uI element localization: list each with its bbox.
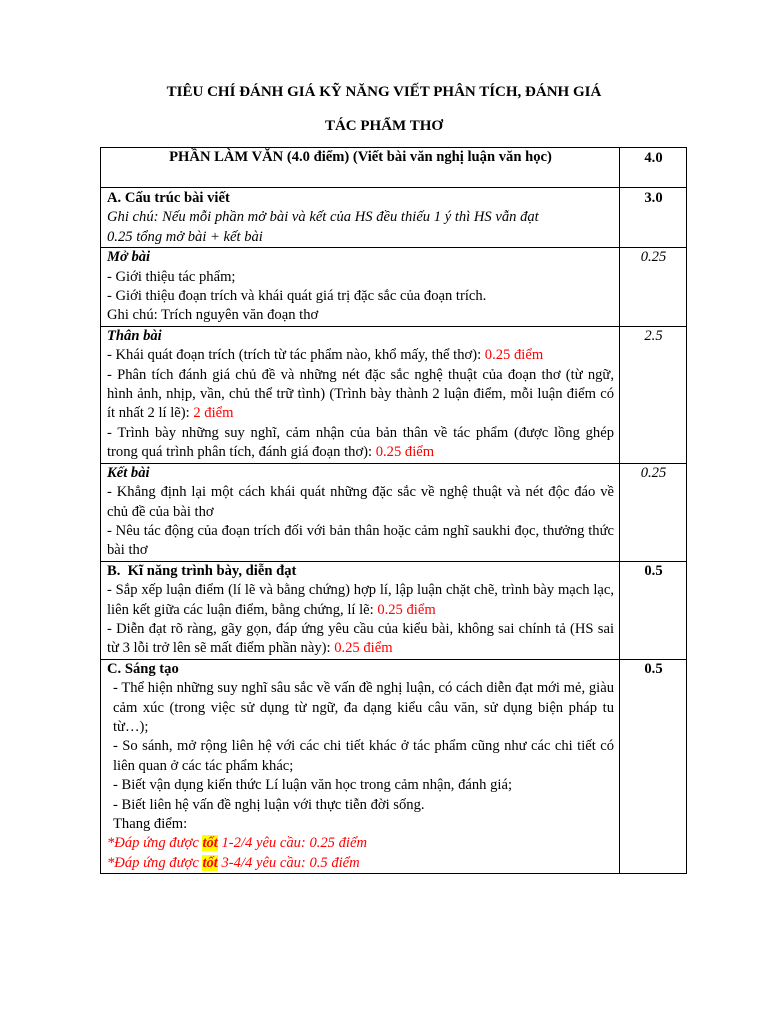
mo-bai-cell (101, 248, 620, 327)
mo-bai-title: Mở bài (107, 249, 151, 266)
section-c-item-3: - Biết vận dụng kiến thức Lí luận văn học trong cảm nhận, đánh giá; (113, 777, 512, 794)
mo-bai-item-2: - Giới thiệu đoạn trích và khái quát giá trị đặc sắc của đoạn trích. (107, 288, 487, 305)
section-c-score: 0.5 (620, 659, 687, 873)
section-b-score: 0.5 (620, 561, 687, 659)
than-bai-title: Thân bài (107, 327, 162, 344)
section-c-scale-1-prefix: *Đáp ứng được (107, 835, 203, 852)
rubric-table (100, 147, 687, 874)
than-bai-cell (101, 326, 620, 463)
ket-bai-row (101, 463, 687, 561)
section-b-item-1-text: - Sắp xếp luận điểm (lí lẽ và bằng chứng) hợp lí, lập luận chặt chẽ, trình bày mạch lạc, liên kết giữa các luận điểm, bằng chứng, lí lẽ: (107, 582, 614, 618)
ket-bai-cell (101, 463, 620, 561)
section-b-item-2-points: 0.25 điểm (334, 640, 393, 657)
section-c-scale-label: Thang điểm: (113, 816, 188, 832)
section-c-item-1: - Thể hiện những suy nghĩ sâu sắc về vấn đề nghị luận, có cách diễn đạt mới mẻ, giàu cảm xúc (trong việc sử dụng từ ngữ, đa dạng kiểu câu văn, sử dụng biện pháp tu từ…); (113, 680, 614, 735)
header-score: 4.0 (620, 148, 687, 188)
section-c-item-2: - So sánh, mở rộng liên hệ với các chi tiết khác ở tác phẩm cũng như các chi tiết có liên quan ở các tác phẩm khác; (113, 738, 614, 774)
section-c-title: C. Sáng tạo (107, 660, 179, 677)
section-b-item-2-text: - Diễn đạt rõ ràng, gãy gọn, đáp ứng yêu cầu của kiểu bài, không sai chính tả (HS sai từ 3 lỗi trở lên sẽ mất điểm phần này): (107, 620, 614, 657)
than-bai-item-1-text: - Khái quát đoạn trích (trích từ tác phẩm nào, khổ mấy, thể thơ): (107, 347, 485, 364)
than-bai-item-2 (107, 366, 614, 424)
than-bai-item-3-text: - Trình bày những suy nghĩ, cảm nhận của bản thân về tác phẩm (được lồng ghép trong quá trình phân tích, đánh giá đoạn thơ): (107, 424, 614, 461)
section-c-scale-2-highlight: tốt (202, 854, 218, 871)
ket-bai-item-2: - Nêu tác động của đoạn trích đối với bản thân hoặc cảm nghĩ saukhi đọc, thưởng thức bài thơ (107, 522, 614, 559)
mo-bai-item-1: - Giới thiệu tác phẩm; (107, 268, 236, 285)
section-b-row (101, 561, 687, 659)
section-c-scale-1-suffix: 1-2/4 yêu cầu: 0.25 điểm (217, 835, 367, 852)
section-b-cell (101, 561, 620, 659)
section-b-item-1-points: 0.25 điểm (377, 601, 436, 618)
than-bai-row (101, 326, 687, 463)
table-header-row (101, 148, 687, 188)
section-c-scale-2-suffix: 3-4/4 yêu cầu: 0.5 điểm (217, 854, 360, 871)
section-a-note-line1: Ghi chú: Nếu mỗi phần mở bài và kết của HS đều thiếu 1 ý thì HS vẫn đạt (107, 209, 539, 226)
section-c-cell (101, 659, 620, 873)
section-c-item-4: - Biết liên hệ vấn đề nghị luận với thực tiễn đời sống. (113, 796, 425, 813)
section-c-scale-2-prefix: *Đáp ứng được (107, 854, 203, 871)
section-a-row (101, 188, 687, 248)
mo-bai-note: Ghi chú: Trích nguyên văn đoạn thơ (107, 307, 319, 324)
section-c-scale-1-highlight: tốt (202, 835, 218, 852)
than-bai-score: 2.5 (620, 326, 687, 463)
section-b-item-1 (107, 581, 614, 620)
mo-bai-row (101, 248, 687, 327)
than-bai-item-3 (107, 424, 614, 463)
mo-bai-score: 0.25 (620, 248, 687, 327)
header-label: PHẦN LÀM VĂN (4.0 điểm) (Viết bài văn nghị luận văn học) (101, 148, 620, 188)
ket-bai-score: 0.25 (620, 463, 687, 561)
than-bai-item-1 (107, 346, 614, 365)
ket-bai-title: Kết bài (107, 464, 150, 481)
section-b-item-2 (107, 620, 614, 659)
than-bai-item-2-text: - Phân tích đánh giá chủ đề và những nét đặc sắc nghệ thuật của đoạn thơ (từ ngữ, hình ảnh, nhịp, vần, chủ thể trữ tình) (Trình bày thành 2 luận điểm, mỗi luận điểm có ít nhất 2 lí lẽ): (107, 366, 614, 422)
document-title-line1: TIÊU CHÍ ĐÁNH GIÁ KỸ NĂNG VIẾT PHÂN TÍCH, ĐÁNH GIÁ (166, 84, 602, 100)
section-a-note-line2: 0.25 tổng mở bài + kết bài (107, 228, 263, 245)
section-c-scale-1 (107, 834, 614, 853)
than-bai-item-2-points: 2 điểm (193, 405, 234, 422)
ket-bai-item-1: - Khẳng định lại một cách khái quát những đặc sắc về nghệ thuật và nét độc đáo về chủ đề của bài thơ (107, 484, 614, 520)
section-a-title: A. Cấu trúc bài viết (107, 190, 230, 206)
section-c-row (101, 659, 687, 873)
section-c-scale-2 (107, 854, 614, 873)
than-bai-item-1-points: 0.25 điểm (484, 347, 544, 364)
section-a-cell (101, 188, 620, 248)
than-bai-item-3-points: 0.25 điểm (375, 444, 435, 461)
document-title-line2: TÁC PHẨM THƠ (324, 118, 444, 134)
section-b-title: B. Kĩ năng trình bày, diễn đạt (107, 562, 297, 579)
section-a-score: 3.0 (620, 188, 687, 248)
